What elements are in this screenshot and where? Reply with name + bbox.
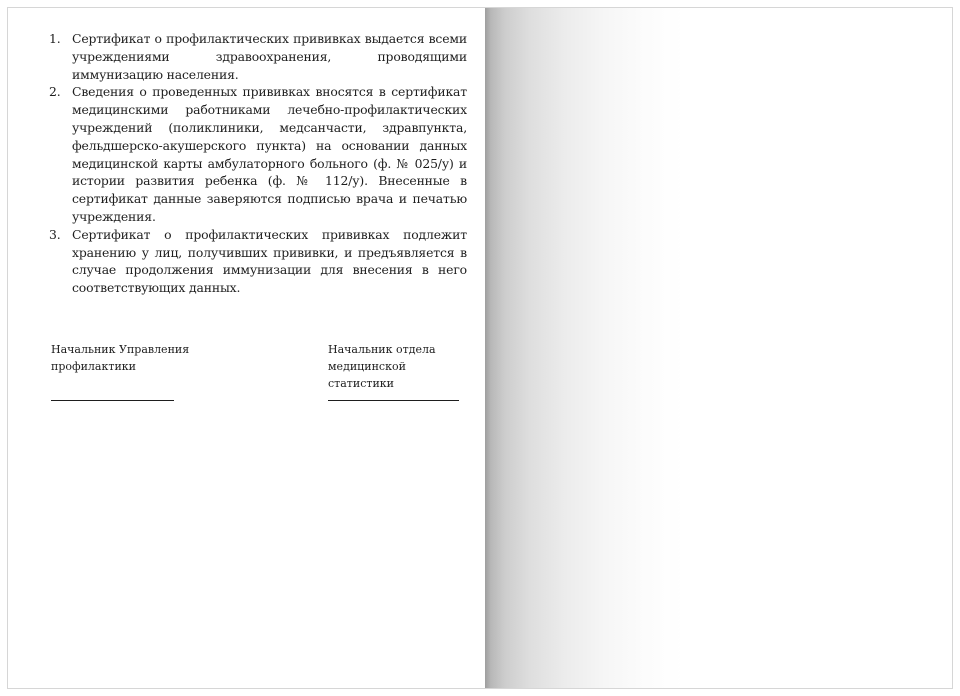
rule-text: Сертификат о профилактических прививках выдается всеми учреждениями здравоохранения, проводящими иммунизацию населения. [72, 31, 467, 82]
rule-text: Сертификат о профилактических прививках подлежит хранению у лиц, получивших прививки, и предъявляется в случае продолжения иммунизации для внесения в него соответствующих данных. [72, 226, 467, 296]
signature-title: Начальник Управления профилактики [51, 343, 190, 373]
signature-line [51, 400, 174, 401]
right-page-blank [485, 8, 952, 688]
signature-title: Начальник отдела медицинской статистики [328, 343, 436, 390]
signature-block-statistics [328, 341, 468, 392]
document-spread [7, 7, 953, 689]
signature-line [328, 400, 459, 401]
rule-item [49, 30, 467, 83]
left-page [8, 8, 485, 688]
rule-number: 1. [49, 31, 61, 46]
rules-list [49, 30, 467, 297]
rule-number: 3. [49, 226, 61, 242]
signature-block-prevention [51, 341, 221, 375]
rule-item [49, 226, 467, 297]
rule-item [49, 83, 467, 225]
rule-text: Сведения о проведенных прививках вносятся в сертификат медицинскими работниками лечебно-профилактических учреждений (поликлиники, медсанчасти, здравпункта, фельдшерско-акушерского пункта) на основании данных медицинской карты амбулаторного больного (ф. № 025/у) и истории развития ребенка (ф. № 112/у). Внесенные в сертификат данные заверяются подписью врача и печатью учреждения. [72, 84, 467, 224]
rule-number: 2. [49, 84, 61, 100]
